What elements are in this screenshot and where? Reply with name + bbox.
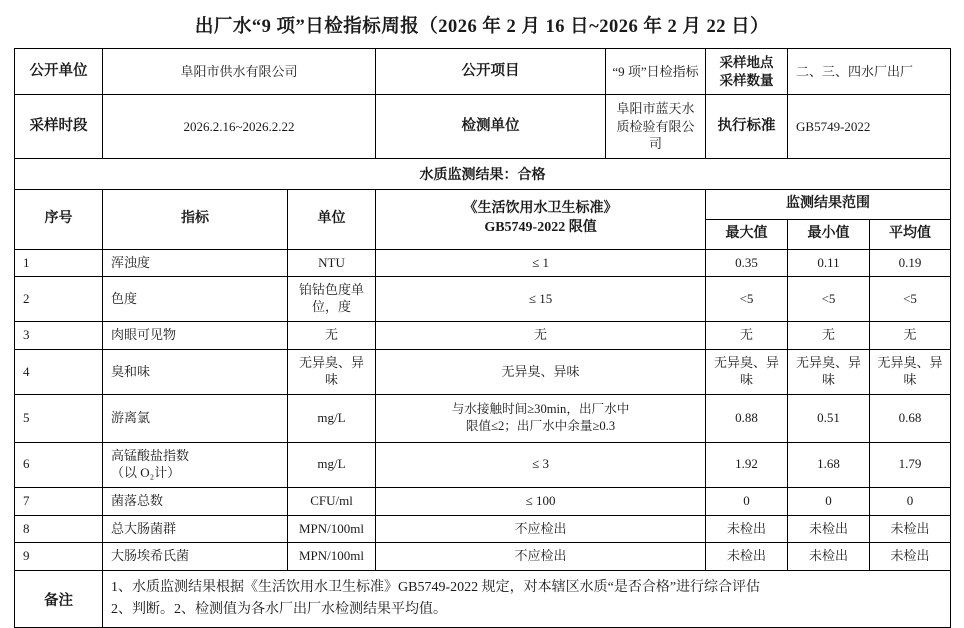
col-limit <box>376 189 706 249</box>
cell-max: 无 <box>706 322 788 350</box>
cell-max: 未检出 <box>706 543 788 571</box>
value-testing-org: 阜阳市蓝天水质检验有限公司 <box>606 95 706 159</box>
col-limit-line1: 《生活饮用水卫生标准》 <box>463 201 618 217</box>
label-sampling-period: 采样时段 <box>15 95 103 159</box>
cell-min: 未检出 <box>788 543 870 571</box>
cell-avg: 未检出 <box>870 515 951 543</box>
table-row <box>15 322 951 350</box>
cell-unit: 无 <box>288 322 376 350</box>
label-sampling-site-line2: 采样数量 <box>719 72 774 88</box>
cell-unit: MPN/100ml <box>288 543 376 571</box>
cell-limit: ≤ 3 <box>376 442 706 487</box>
label-sampling-site-line1: 采样地点 <box>719 55 774 70</box>
cell-unit: MPN/100ml <box>288 515 376 543</box>
cell-limit: 无 <box>376 322 706 350</box>
cell-indicator: 肉眼可见物 <box>103 322 288 350</box>
cell-max: 0.88 <box>706 394 788 442</box>
remarks-line-2: 2、判断。2、检测值为各水厂出厂水检测结果平均值。 <box>111 602 447 617</box>
cell-min: 0.11 <box>788 249 870 277</box>
cell-avg: 1.79 <box>870 442 951 487</box>
table-row <box>15 394 951 442</box>
cell-min: 未检出 <box>788 515 870 543</box>
value-public-project: “9 项”日检指标 <box>606 49 706 95</box>
cell-unit: NTU <box>288 249 376 277</box>
cell-index: 1 <box>15 249 103 277</box>
table-row <box>15 543 951 571</box>
cell-max: 1.92 <box>706 442 788 487</box>
cell-avg: 0 <box>870 487 951 515</box>
cell-index: 2 <box>15 277 103 322</box>
label-testing-org: 检测单位 <box>376 95 606 159</box>
label-public-project: 公开项目 <box>376 49 606 95</box>
col-max: 最大值 <box>706 219 788 249</box>
table-row <box>15 277 951 322</box>
table-row <box>15 515 951 543</box>
cell-avg: 无异臭、异味 <box>870 350 951 395</box>
cell-limit: 不应检出 <box>376 515 706 543</box>
result-band-row <box>15 158 951 189</box>
cell-unit: 铂钴色度单位，度 <box>288 277 376 322</box>
value-sampling-period: 2026.2.16~2026.2.22 <box>103 95 376 159</box>
cell-indicator: 菌落总数 <box>103 487 288 515</box>
cell-max: 0 <box>706 487 788 515</box>
cell-index: 4 <box>15 350 103 395</box>
remarks-label: 备注 <box>15 571 103 627</box>
cell-min: 0.51 <box>788 394 870 442</box>
col-avg: 平均值 <box>870 219 951 249</box>
value-standard: GB5749-2022 <box>788 95 951 159</box>
table-row <box>15 487 951 515</box>
cell-indicator: 臭和味 <box>103 350 288 395</box>
cell-avg: 无 <box>870 322 951 350</box>
cell-indicator-line2: （以 O₂计） <box>111 464 181 480</box>
cell-limit: ≤ 1 <box>376 249 706 277</box>
cell-max: <5 <box>706 277 788 322</box>
remarks-row <box>15 571 951 627</box>
cell-index: 3 <box>15 322 103 350</box>
col-min: 最小值 <box>788 219 870 249</box>
col-unit: 单位 <box>288 189 376 249</box>
cell-unit: mg/L <box>288 394 376 442</box>
cell-limit: 无异臭、异味 <box>376 350 706 395</box>
cell-indicator: 大肠埃希氏菌 <box>103 543 288 571</box>
cell-avg: 0.19 <box>870 249 951 277</box>
cell-max: 无异臭、异味 <box>706 350 788 395</box>
cell-unit: 无异臭、异味 <box>288 350 376 395</box>
label-public-unit: 公开单位 <box>15 49 103 95</box>
report-table <box>14 48 951 628</box>
cell-indicator-line1: 高锰酸盐指数 <box>111 447 190 463</box>
remarks-body <box>103 571 951 627</box>
cell-max: 未检出 <box>706 515 788 543</box>
table-row <box>15 442 951 487</box>
cell-index: 7 <box>15 487 103 515</box>
info-row-1 <box>15 49 951 95</box>
cell-indicator: 总大肠菌群 <box>103 515 288 543</box>
cell-avg: 0.68 <box>870 394 951 442</box>
cell-max: 0.35 <box>706 249 788 277</box>
cell-unit: mg/L <box>288 442 376 487</box>
cell-indicator: 色度 <box>103 277 288 322</box>
cell-unit: CFU/ml <box>288 487 376 515</box>
cell-limit <box>376 394 706 442</box>
cell-index: 5 <box>15 394 103 442</box>
cell-min: 无异臭、异味 <box>788 350 870 395</box>
col-result-group: 监测结果范围 <box>706 189 951 219</box>
cell-limit-line1: 与水接触时间≥30min，出厂水中 <box>451 402 630 417</box>
result-band: 水质监测结果：合格 <box>15 158 951 189</box>
info-row-2 <box>15 95 951 159</box>
col-indicator: 指标 <box>103 189 288 249</box>
cell-min: 0 <box>788 487 870 515</box>
cell-min: 1.68 <box>788 442 870 487</box>
col-index: 序号 <box>15 189 103 249</box>
cell-min: <5 <box>788 277 870 322</box>
cell-indicator: 浑浊度 <box>103 249 288 277</box>
remarks-line-1: 1、水质监测结果根据《生活饮用水卫生标准》GB5749-2022 规定，对本辖区水质“是否合格”进行综合评估 <box>111 580 761 596</box>
cell-min: 无 <box>788 322 870 350</box>
cell-indicator <box>103 442 288 487</box>
cell-avg: 未检出 <box>870 543 951 571</box>
table-row <box>15 249 951 277</box>
value-public-unit: 阜阳市供水有限公司 <box>103 49 376 95</box>
cell-avg: <5 <box>870 277 951 322</box>
label-standard: 执行标准 <box>706 95 788 159</box>
cell-limit: ≤ 100 <box>376 487 706 515</box>
col-limit-line2: GB5749-2022 限值 <box>484 220 597 236</box>
cell-limit-line2: 限值≤2；出厂水中余量≥0.3 <box>465 419 616 434</box>
value-sampling-site: 二、三、四水厂出厂 <box>788 49 951 95</box>
cell-limit: ≤ 15 <box>376 277 706 322</box>
cell-index: 9 <box>15 543 103 571</box>
cell-limit: 不应检出 <box>376 543 706 571</box>
cell-index: 6 <box>15 442 103 487</box>
page-title: 出厂水“9 项”日检指标周报（2026 年 2 月 16 日~2026 年 2 月 22 日） <box>194 17 770 37</box>
cell-index: 8 <box>15 515 103 543</box>
cell-indicator: 游离氯 <box>103 394 288 442</box>
label-sampling-site <box>706 49 788 95</box>
column-header-row-1 <box>15 189 951 219</box>
table-row <box>15 350 951 395</box>
